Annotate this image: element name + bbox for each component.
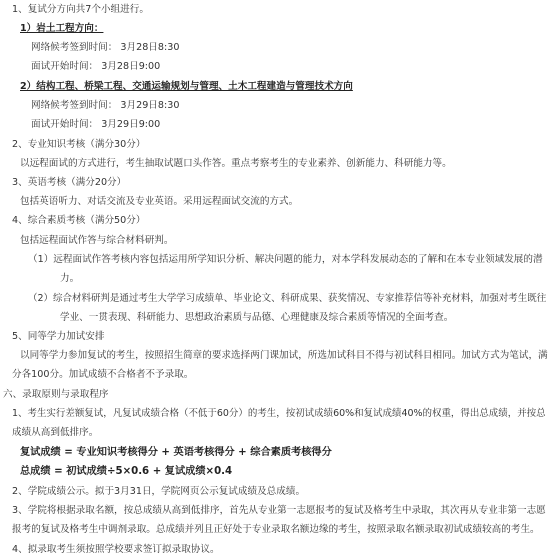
section-3-heading: 3、英语考核（满分20分） [12, 177, 127, 188]
direction-1-checkin-time: 网络候考签到时间： 3月28日8:30 [31, 42, 180, 53]
rule-3-line-1: 3、学院将根据录取名额，按总成绩从高到低排序，首先从专业第一志愿报考的复试及格考生中录取，其次再从专业非第一志愿 [12, 505, 546, 516]
rule-2: 2、学院成绩公示。拟于3月31日，学院网页公示复试成绩及总成绩。 [12, 486, 306, 497]
retest-score-formula: 复试成绩 = 专业知识考核得分 + 英语考核得分 + 综合素质考核得分 [20, 447, 332, 458]
section-2-text: 以远程面试的方式进行，考生抽取试题口头作答。重点考察考生的专业素养、创新能力、科研能力等。 [20, 158, 452, 169]
section-4-heading: 4、综合素质考核（满分50分） [12, 215, 146, 226]
section-1-heading: 1、复试分方向共7个小组进行。 [12, 4, 149, 15]
rule-3-line-2: 报考的复试及格考生中调剂录取。总成绩并列且正好处于专业录取名额边缘的考生，按照录取名额录取初试成绩较高的考生。 [12, 524, 540, 535]
section-5-text-line-2: 分各100分。加试成绩不合格者不予录取。 [12, 369, 194, 380]
direction-1-interview-time: 面试开始时间： 3月28日9:00 [31, 61, 161, 72]
rule-1-line-2: 成绩从高到低排序。 [12, 427, 99, 438]
section-4-text: 包括远程面试作答与综合材料研判。 [20, 235, 174, 246]
section-5-text-line-1: 以同等学力参加复试的考生，按照招生简章的要求选择两门课加试，所选加试科目不得与初试科目相同。加试方式为笔试，满 [20, 350, 548, 361]
direction-2-checkin-time: 网络候考签到时间： 3月29日8:30 [31, 100, 180, 111]
section-4-item-1-line-1: （1）远程面试作答考核内容包括运用所学知识分析、解决问题的能力，对本学科发展动态的了解和在本专业领域发展的潜 [28, 254, 543, 265]
direction-2-interview-time: 面试开始时间： 3月29日9:00 [31, 119, 161, 130]
total-score-formula: 总成绩 = 初试成绩÷5×0.6 + 复试成绩×0.4 [20, 466, 233, 477]
rule-1-line-1: 1、考生实行差额复试，凡复试成绩合格（不低于60分）的考生，按初试成绩60%和复试成绩40%的权重，得出总成绩，并按总 [12, 408, 546, 419]
section-5-heading: 5、同等学力加试安排 [12, 331, 105, 342]
section-3-text: 包括英语听力、对话交流及专业英语。采用远程面试交流的方式。 [20, 196, 299, 207]
section-4-item-2-line-2: 学业、一贯表现、科研能力、思想政治素质与品德、心理健康及综合素质等情况的全面考查。 [60, 312, 454, 323]
section-2-heading: 2、专业知识考核（满分30分） [12, 139, 146, 150]
direction-2-heading: 2）结构工程、桥梁工程、交通运输规划与管理、土木工程建造与管理技术方向 [20, 81, 353, 92]
rule-4: 4、拟录取考生须按照学校要求签订拟录取协议。 [12, 544, 220, 555]
direction-1-heading: 1）岩土工程方向： [20, 23, 104, 34]
section-4-item-1-line-2: 力。 [60, 273, 80, 284]
section-4-item-2-line-1: （2）综合材料研判是通过考生大学学习成绩单、毕业论文、科研成果、获奖情况、专家推荐信等补充材料，加强对考生既往 [28, 293, 547, 304]
part-6-heading: 六、录取原则与录取程序 [3, 389, 109, 400]
